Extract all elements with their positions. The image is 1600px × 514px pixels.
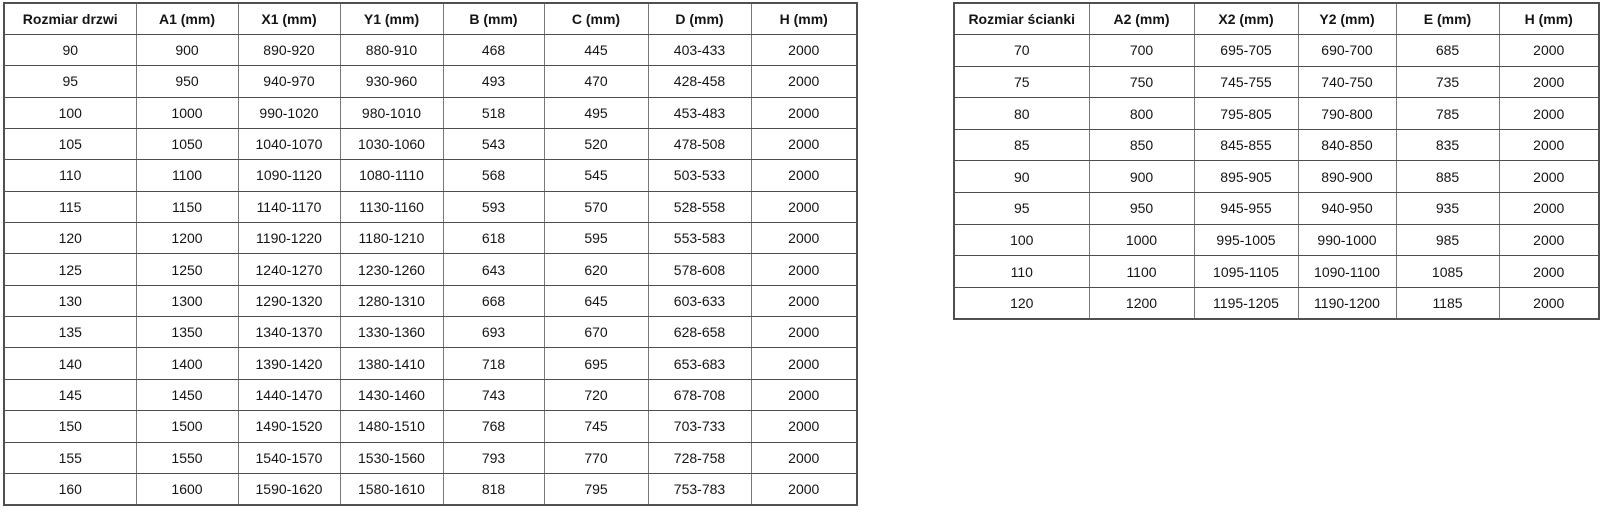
column-header: Rozmiar ścianki [954,3,1089,35]
table-row [954,98,1599,130]
table-cell: 80 [954,98,1089,130]
table-cell: 110 [954,256,1089,288]
table-cell: 495 [544,97,648,128]
table-cell: 155 [4,442,136,473]
table-cell: 445 [544,34,648,65]
header-row [4,3,857,34]
table-cell: 1190-1220 [238,223,340,254]
column-header: D (mm) [648,3,751,34]
table-cell: 818 [443,473,544,504]
table-row [4,348,857,379]
table-cell: 950 [1089,193,1194,225]
table-row [954,193,1599,225]
column-header: A1 (mm) [136,3,238,34]
table-cell: 85 [954,129,1089,161]
table-cell: 1480-1510 [340,411,443,442]
table-row [4,191,857,222]
table-cell: 453-483 [648,97,751,128]
table-cell: 1195-1205 [1194,287,1298,319]
column-header: B (mm) [443,3,544,34]
table-cell: 668 [443,285,544,316]
table-cell: 2000 [751,128,857,159]
table-cell: 643 [443,254,544,285]
table-cell: 930-960 [340,66,443,97]
table-cell: 603-633 [648,285,751,316]
table-cell: 125 [4,254,136,285]
table-cell: 835 [1396,129,1499,161]
table-cell: 593 [443,191,544,222]
table-cell: 1390-1420 [238,348,340,379]
table-cell: 685 [1396,35,1499,67]
column-header: Y2 (mm) [1298,3,1396,35]
table-cell: 1450 [136,379,238,410]
table-row [4,379,857,410]
table-row [4,66,857,97]
table-cell: 1185 [1396,287,1499,319]
table-cell: 2000 [751,34,857,65]
table-row [954,287,1599,319]
table-cell: 850 [1089,129,1194,161]
table-cell: 100 [4,97,136,128]
table-row [954,129,1599,161]
table-cell: 1290-1320 [238,285,340,316]
table-cell: 800 [1089,98,1194,130]
table-row [4,128,857,159]
table-cell: 1100 [1089,256,1194,288]
table-cell: 900 [1089,161,1194,193]
table-cell: 720 [544,379,648,410]
table-cell: 1130-1160 [340,191,443,222]
table-cell: 150 [4,411,136,442]
table-cell: 1250 [136,254,238,285]
table-cell: 478-508 [648,128,751,159]
table-cell: 570 [544,191,648,222]
table-cell: 105 [4,128,136,159]
table-cell: 75 [954,66,1089,98]
table-cell: 493 [443,66,544,97]
table-cell: 518 [443,97,544,128]
table-cell: 2000 [1499,129,1599,161]
column-header: E (mm) [1396,3,1499,35]
table-row [4,411,857,442]
table-cell: 120 [954,287,1089,319]
table-cell: 160 [4,473,136,504]
table-cell: 1380-1410 [340,348,443,379]
table-cell: 1140-1170 [238,191,340,222]
table-cell: 653-683 [648,348,751,379]
table-cell: 1050 [136,128,238,159]
table-row [954,35,1599,67]
table-cell: 543 [443,128,544,159]
table-cell: 1230-1260 [340,254,443,285]
column-header: X1 (mm) [238,3,340,34]
table-cell: 120 [4,223,136,254]
table-cell: 1490-1520 [238,411,340,442]
table-cell: 895-905 [1194,161,1298,193]
table-cell: 1240-1270 [238,254,340,285]
table-cell: 745 [544,411,648,442]
table-cell: 568 [443,160,544,191]
table-cell: 620 [544,254,648,285]
table-row [4,285,857,316]
table-cell: 670 [544,317,648,348]
table-cell: 990-1000 [1298,224,1396,256]
table-cell: 693 [443,317,544,348]
table-row [4,254,857,285]
table-cell: 578-608 [648,254,751,285]
table-cell: 140 [4,348,136,379]
table-cell: 110 [4,160,136,191]
table-cell: 70 [954,35,1089,67]
table-cell: 1600 [136,473,238,504]
table-cell: 945-955 [1194,193,1298,225]
table-cell: 1540-1570 [238,442,340,473]
table-cell: 1400 [136,348,238,379]
table-row [954,161,1599,193]
table-cell: 1030-1060 [340,128,443,159]
table-row [4,160,857,191]
table-cell: 90 [4,34,136,65]
table-cell: 750 [1089,66,1194,98]
table-cell: 95 [954,193,1089,225]
table-cell: 1590-1620 [238,473,340,504]
table-cell: 793 [443,442,544,473]
table-cell: 403-433 [648,34,751,65]
door-size-table [3,2,858,506]
table-row [4,473,857,504]
table-cell: 700 [1089,35,1194,67]
table-cell: 1200 [136,223,238,254]
table-cell: 2000 [751,379,857,410]
table-cell: 553-583 [648,223,751,254]
table-cell: 695-705 [1194,35,1298,67]
table-cell: 900 [136,34,238,65]
table-cell: 1340-1370 [238,317,340,348]
table-cell: 428-458 [648,66,751,97]
table-cell: 753-783 [648,473,751,504]
column-header: H (mm) [751,3,857,34]
table-row [4,223,857,254]
table-cell: 743 [443,379,544,410]
table-cell: 785 [1396,98,1499,130]
table-cell: 1330-1360 [340,317,443,348]
table-cell: 1090-1100 [1298,256,1396,288]
table-cell: 768 [443,411,544,442]
table-cell: 740-750 [1298,66,1396,98]
column-header: Rozmiar drzwi [4,3,136,34]
table-cell: 470 [544,66,648,97]
table-cell: 718 [443,348,544,379]
table-cell: 1000 [1089,224,1194,256]
table-cell: 2000 [751,66,857,97]
table-cell: 2000 [751,317,857,348]
wall-size-table [953,2,1600,320]
table-cell: 1040-1070 [238,128,340,159]
table-cell: 1080-1110 [340,160,443,191]
table-cell: 2000 [751,97,857,128]
table-cell: 2000 [1499,256,1599,288]
table-cell: 2000 [1499,287,1599,319]
table-cell: 2000 [751,160,857,191]
table-cell: 2000 [1499,193,1599,225]
table-cell: 130 [4,285,136,316]
column-header: H (mm) [1499,3,1599,35]
table-cell: 880-910 [340,34,443,65]
table-cell: 1300 [136,285,238,316]
table-cell: 2000 [751,191,857,222]
table-cell: 745-755 [1194,66,1298,98]
table-cell: 95 [4,66,136,97]
table-cell: 1090-1120 [238,160,340,191]
table-cell: 90 [954,161,1089,193]
table-cell: 100 [954,224,1089,256]
table-cell: 1430-1460 [340,379,443,410]
table-row [4,34,857,65]
column-header: C (mm) [544,3,648,34]
table-cell: 1100 [136,160,238,191]
table-cell: 618 [443,223,544,254]
table-cell: 735 [1396,66,1499,98]
table-cell: 2000 [751,223,857,254]
table-cell: 2000 [751,411,857,442]
table-cell: 1500 [136,411,238,442]
table-cell: 890-920 [238,34,340,65]
table-cell: 520 [544,128,648,159]
table-cell: 2000 [751,285,857,316]
table-cell: 795 [544,473,648,504]
header-row [954,3,1599,35]
table-row [4,442,857,473]
column-header: X2 (mm) [1194,3,1298,35]
table-cell: 1350 [136,317,238,348]
table-cell: 645 [544,285,648,316]
table-cell: 503-533 [648,160,751,191]
table-cell: 795-805 [1194,98,1298,130]
table-row [954,66,1599,98]
table-cell: 790-800 [1298,98,1396,130]
table-cell: 145 [4,379,136,410]
table-cell: 595 [544,223,648,254]
table-cell: 770 [544,442,648,473]
table-cell: 695 [544,348,648,379]
table-cell: 1200 [1089,287,1194,319]
table-cell: 1190-1200 [1298,287,1396,319]
table-cell: 1180-1210 [340,223,443,254]
table-cell: 468 [443,34,544,65]
table-cell: 940-970 [238,66,340,97]
table-cell: 728-758 [648,442,751,473]
table-cell: 2000 [1499,224,1599,256]
table-cell: 1580-1610 [340,473,443,504]
table-cell: 845-855 [1194,129,1298,161]
table-cell: 1550 [136,442,238,473]
table-cell: 980-1010 [340,97,443,128]
table-cell: 115 [4,191,136,222]
table-cell: 995-1005 [1194,224,1298,256]
table-cell: 690-700 [1298,35,1396,67]
table-cell: 840-850 [1298,129,1396,161]
table-cell: 2000 [751,348,857,379]
table-cell: 628-658 [648,317,751,348]
table-cell: 678-708 [648,379,751,410]
table-cell: 1085 [1396,256,1499,288]
table-cell: 528-558 [648,191,751,222]
table-cell: 890-900 [1298,161,1396,193]
table-row [954,224,1599,256]
table-row [954,256,1599,288]
table-cell: 1095-1105 [1194,256,1298,288]
table-cell: 2000 [1499,98,1599,130]
table-cell: 703-733 [648,411,751,442]
table-cell: 2000 [751,254,857,285]
table-cell: 1150 [136,191,238,222]
table-cell: 985 [1396,224,1499,256]
table-cell: 2000 [751,442,857,473]
table-cell: 545 [544,160,648,191]
table-cell: 1000 [136,97,238,128]
table-cell: 2000 [1499,66,1599,98]
column-header: A2 (mm) [1089,3,1194,35]
table-cell: 1530-1560 [340,442,443,473]
table-cell: 950 [136,66,238,97]
table-cell: 2000 [751,473,857,504]
table-row [4,317,857,348]
table-cell: 885 [1396,161,1499,193]
table-cell: 1280-1310 [340,285,443,316]
table-cell: 990-1020 [238,97,340,128]
table-cell: 1440-1470 [238,379,340,410]
table-cell: 940-950 [1298,193,1396,225]
table-cell: 935 [1396,193,1499,225]
table-cell: 2000 [1499,35,1599,67]
table-cell: 2000 [1499,161,1599,193]
column-header: Y1 (mm) [340,3,443,34]
table-row [4,97,857,128]
table-cell: 135 [4,317,136,348]
